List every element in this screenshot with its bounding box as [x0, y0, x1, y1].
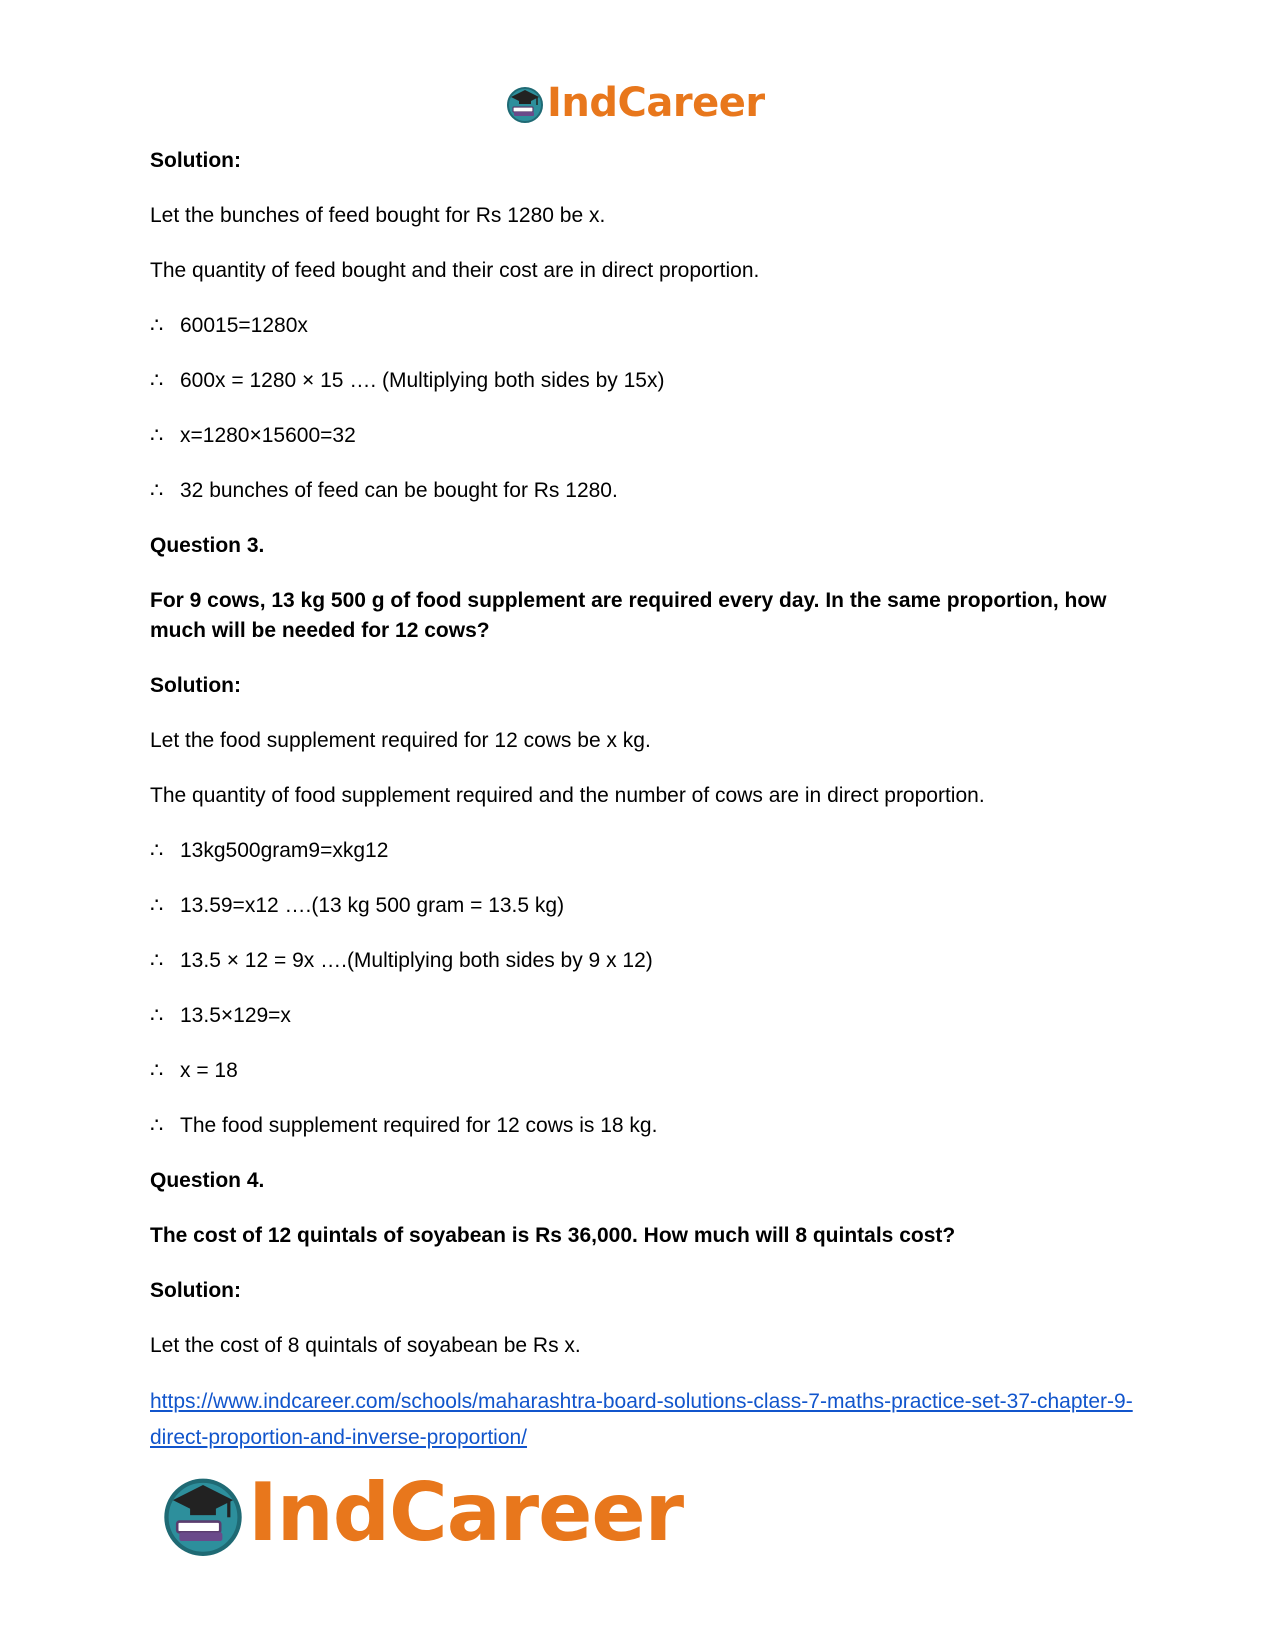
step-line: [150, 836, 1130, 866]
heading-line: [150, 671, 1130, 701]
text-line: [150, 201, 1130, 231]
line-text: Let the bunches of feed bought for Rs 1280 be x.: [150, 204, 606, 227]
step-line: [150, 366, 1130, 396]
line-text: 13.5 × 12 = 9x ….(Multiplying both sides by 9 x 12): [180, 949, 653, 972]
line-text: The quantity of food supplement required and the number of cows are in direct proportion.: [150, 784, 985, 807]
line-text: 13.5×129=x: [180, 1004, 291, 1027]
step-line: [150, 946, 1130, 976]
footer-logo: [160, 1468, 683, 1558]
line-text: Question 3.: [150, 534, 265, 557]
line-text: 13kg500gram9=xkg12: [180, 839, 389, 862]
therefore-symbol: ∴: [150, 1004, 164, 1027]
step-line: [150, 311, 1130, 341]
line-text: Let the cost of 8 quintals of soyabean be Rs x.: [150, 1334, 581, 1357]
step-line: [150, 476, 1130, 506]
therefore-symbol: ∴: [150, 1059, 164, 1082]
graduation-cap-book-icon: [505, 83, 545, 123]
line-text: 32 bunches of feed can be bought for Rs 1280.: [180, 479, 618, 502]
therefore-symbol: ∴: [150, 839, 164, 862]
line-text: The cost of 12 quintals of soyabean is Rs 36,000. How much will 8 quintals cost?: [150, 1224, 956, 1247]
line-text: Solution:: [150, 674, 241, 697]
heading-line: [150, 1221, 1130, 1251]
therefore-symbol: ∴: [150, 369, 164, 392]
line-text: 60015=1280x: [180, 314, 308, 337]
header-logo: [505, 80, 765, 126]
line-text: For 9 cows, 13 kg 500 g of food supplement are required every day. In the same proportion, how much will be needed for 12 cows?: [150, 589, 1107, 642]
heading-line: [150, 1166, 1130, 1196]
heading-line: [150, 146, 1130, 176]
heading-line: [150, 586, 1130, 646]
line-text: Solution:: [150, 149, 241, 172]
therefore-symbol: ∴: [150, 949, 164, 972]
line-text: x=1280×15600=32: [180, 424, 356, 447]
heading-line: [150, 531, 1130, 561]
therefore-symbol: ∴: [150, 314, 164, 337]
logo-text: IndCareer: [547, 80, 765, 126]
document-body: [150, 146, 1130, 1386]
line-text: Let the food supplement required for 12 cows be x kg.: [150, 729, 651, 752]
line-text: Question 4.: [150, 1169, 265, 1192]
step-line: [150, 1111, 1130, 1141]
line-text: The food supplement required for 12 cows is 18 kg.: [180, 1114, 658, 1137]
therefore-symbol: ∴: [150, 479, 164, 502]
line-text: The quantity of feed bought and their cost are in direct proportion.: [150, 259, 760, 282]
step-line: [150, 1001, 1130, 1031]
heading-line: [150, 1276, 1130, 1306]
text-line: [150, 1331, 1130, 1361]
line-text: 600x = 1280 × 15 …. (Multiplying both sides by 15x): [180, 369, 665, 392]
therefore-symbol: ∴: [150, 1114, 164, 1137]
graduation-cap-book-icon: [160, 1470, 246, 1556]
line-text: Solution:: [150, 1279, 241, 1302]
line-text: 13.59=x12 ….(13 kg 500 gram = 13.5 kg): [180, 894, 565, 917]
step-line: [150, 421, 1130, 451]
therefore-symbol: ∴: [150, 894, 164, 917]
source-link[interactable]: https://www.indcareer.com/schools/maharashtra-board-solutions-class-7-maths-practice-set-37-chapter-9-direct-proportion-and-inverse-proportion/: [150, 1390, 1133, 1449]
text-line: [150, 256, 1130, 286]
line-text: x = 18: [180, 1059, 238, 1082]
text-line: [150, 781, 1130, 811]
step-line: [150, 1056, 1130, 1086]
logo-text: IndCareer: [248, 1466, 684, 1559]
text-line: [150, 726, 1130, 756]
step-line: [150, 891, 1130, 921]
therefore-symbol: ∴: [150, 424, 164, 447]
